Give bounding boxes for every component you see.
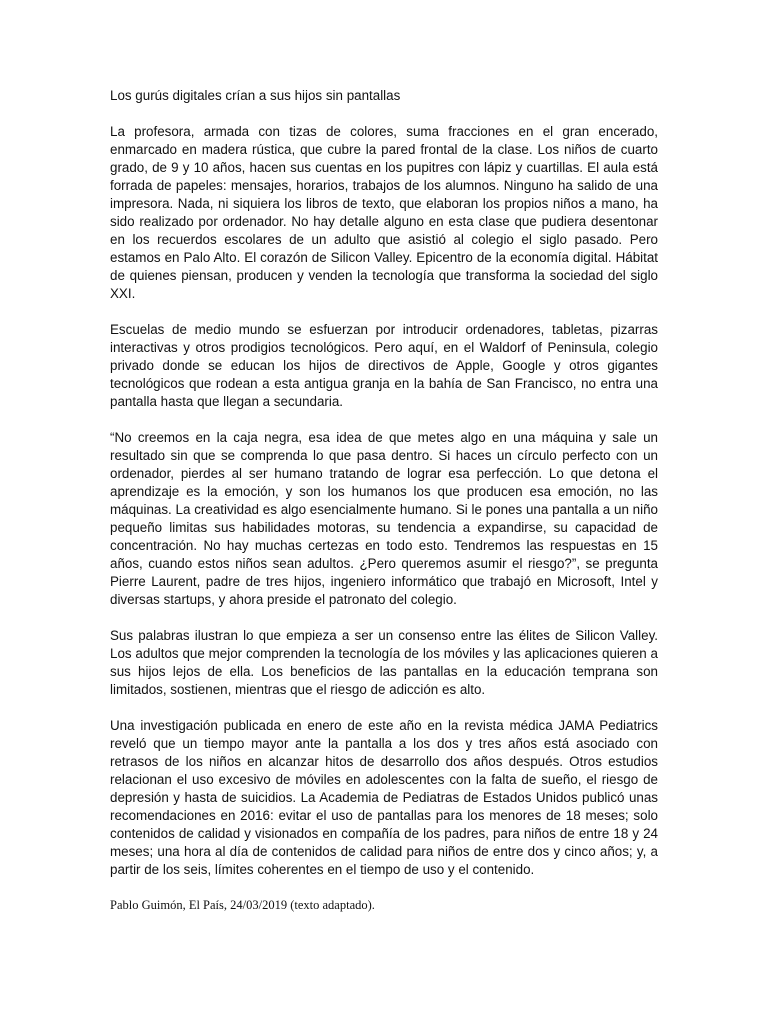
paragraph-1: La profesora, armada con tizas de colores, suma fracciones en el gran encerado, enmarcado en madera rústica, que cubre la pared frontal de la clase. Los niños de cuarto grado, de 9 y 10 años, hacen sus cuentas en los pupitres con lápiz y cuartillas. El aula está forrada de papeles: mensajes, horarios, trabajos de los alumnos. Ninguno ha salido de una impresora. Nada, ni siquiera los libros de texto, que elaboran los propios niños a mano, ha sido realizado por ordenador. No hay detalle alguno en esta clase que pudiera desentonar en los recuerdos escolares de un adulto que asistió al colegio el siglo pasado. Pero estamos en Palo Alto. El corazón de Silicon Valley. Epicentro de la economía digital. Hábitat de quienes piensan, producen y venden la tecnología que transforma la sociedad del siglo XXI.: [110, 124, 658, 301]
document-title: Los gurús digitales crían a sus hijos sin pantallas: [110, 88, 401, 103]
source-citation: Pablo Guimón, El País, 24/03/2019 (texto adaptado).: [110, 898, 375, 912]
paragraph-4: Sus palabras ilustran lo que empieza a ser un consenso entre las élites de Silicon Valley. Los adultos que mejor comprenden la tecnología de los móviles y las aplicaciones quieren a sus hijos lejos de ella. Los beneficios de las pantallas en la educación temprana son limitados, sostienen, mientras que el riesgo de adicción es alto.: [110, 628, 658, 697]
paragraph-3: “No creemos en la caja negra, esa idea de que metes algo en una máquina y sale un resultado sin que se comprenda lo que pasa dentro. Si haces un círculo perfecto con un ordenador, pierdes al ser humano tratando de lograr esa perfección. Lo que detona el aprendizaje es la emoción, y son los humanos los que producen esa emoción, no las máquinas. La creatividad es algo esencialmente humano. Si le pones una pantalla a un niño pequeño limitas sus habilidades motoras, su tendencia a expandirse, su capacidad de concentración. No hay muchas certezas en todo esto. Tendremos las respuestas en 15 años, cuando estos niños sean adultos. ¿Pero queremos asumir el riesgo?”, se pregunta Pierre Laurent, padre de tres hijos, ingeniero informático que trabajó en Microsoft, Intel y diversas startups, y ahora preside el patronato del colegio.: [110, 430, 658, 607]
document-page: [110, 87, 658, 913]
paragraph-5: Una investigación publicada en enero de este año en la revista médica JAMA Pediatrics reveló que un tiempo mayor ante la pantalla a los dos y tres años está asociado con retrasos de los niños en alcanzar hitos de desarrollo dos años después. Otros estudios relacionan el uso excesivo de móviles en adolescentes con la falta de sueño, el riesgo de depresión y hasta de suicidios. La Academia de Pediatras de Estados Unidos publicó unas recomendaciones en 2016: evitar el uso de pantallas para los menores de 18 meses; solo contenidos de calidad y visionados en compañía de los padres, para niños de entre 18 y 24 meses; una hora al día de contenidos de calidad para niños de entre dos y cinco años; y, a partir de los seis, límites coherentes en el tiempo de uso y el contenido.: [110, 718, 658, 877]
paragraph-2: Escuelas de medio mundo se esfuerzan por introducir ordenadores, tabletas, pizarras interactivas y otros prodigios tecnológicos. Pero aquí, en el Waldorf of Peninsula, colegio privado donde se educan los hijos de directivos de Apple, Google y otros gigantes tecnológicos que rodean a esta antigua granja en la bahía de San Francisco, no entra una pantalla hasta que llegan a secundaria.: [110, 322, 658, 409]
